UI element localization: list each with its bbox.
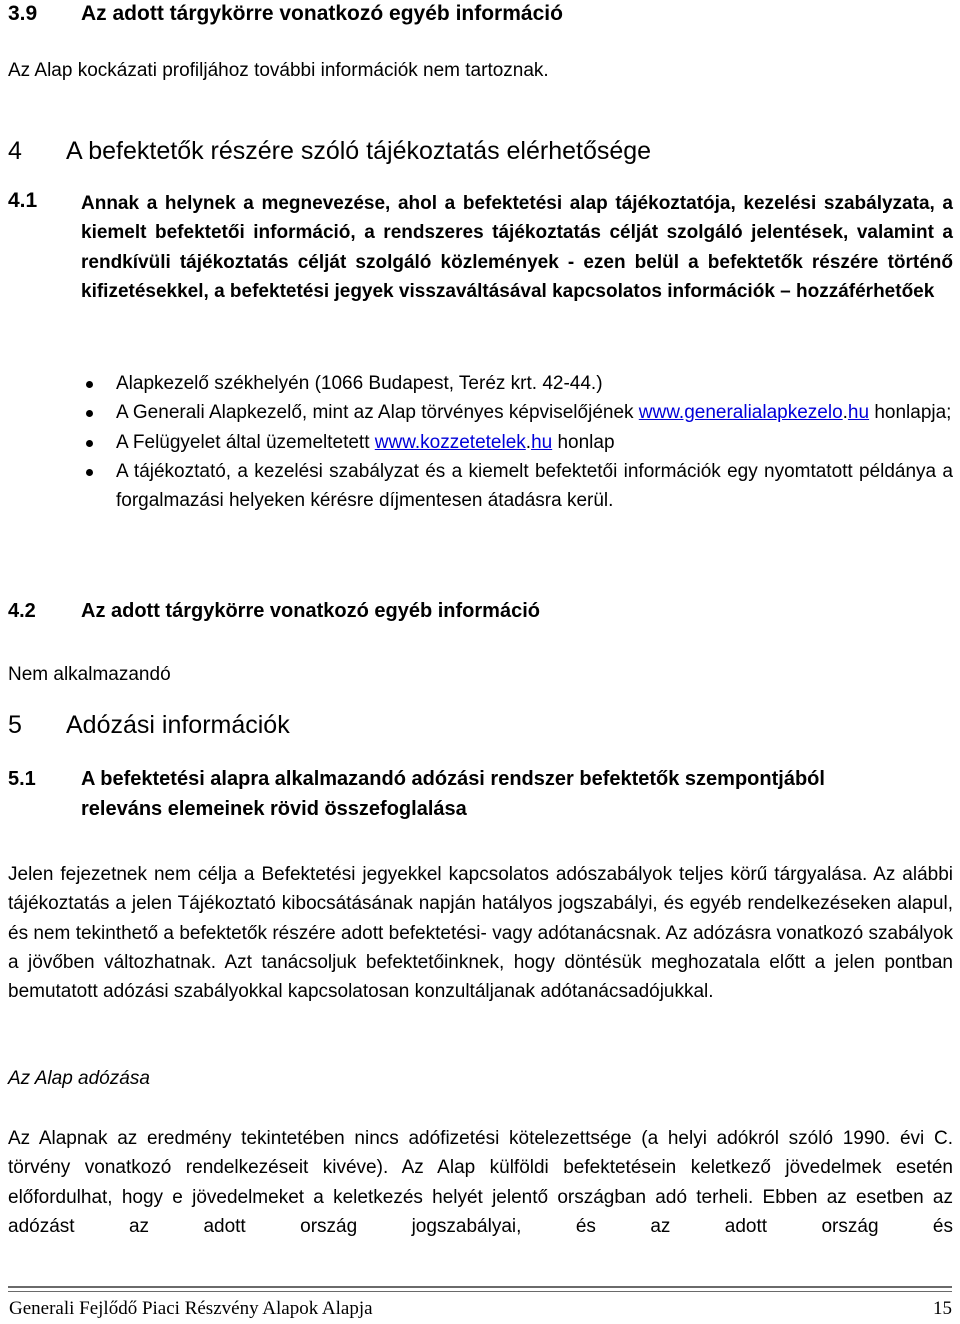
list-item-text: . [842, 402, 848, 424]
footer-title: Generali Fejlődő Piaci Részvény Alapok Alapja [9, 1298, 373, 1319]
kozzetetelek-website-link-tld[interactable]: hu [531, 431, 553, 453]
section-title: A befektetők részére szóló tájékoztatás elérhetősége [66, 137, 652, 165]
list-item-text: . [525, 431, 532, 453]
section-title-line: releváns elemeinek rövid összefoglalása [81, 798, 467, 820]
list-item-text: honlapja; [869, 402, 952, 424]
bullet-icon [86, 410, 93, 417]
list-item [8, 428, 953, 457]
list-item [8, 457, 953, 516]
bullet-icon [86, 381, 93, 388]
section-title: Adózási információk [66, 711, 290, 739]
section-title: Az adott tárgykörre vonatkozó egyéb információ [81, 600, 540, 622]
section-title: Az adott tárgykörre vonatkozó egyéb információ [81, 2, 563, 25]
section-number: 4 [8, 137, 22, 165]
list-item-text: A Felügyelet által üzemeltetett [116, 431, 375, 453]
section-number: 5 [8, 711, 22, 739]
section-number: 4.1 [8, 189, 38, 212]
footer-divider [8, 1286, 952, 1288]
section-number: 4.2 [8, 600, 36, 622]
generali-website-link-tld[interactable]: hu [847, 402, 870, 424]
bullet-list [8, 369, 953, 515]
fund-taxation-paragraph: Az Alapnak az eredmény tekintetében nincs adófizetési kötelezettsége (a helyi adókról szóló 1990. évi C. törvény vonatkozó rendelkezéseit kivéve). Az Alap külföldi befektetésein keletkező jövedelmek esetén előfordulhat, hogy e jövedelmeket a keletkezés helyét jelentő országban adó terheli. Ebben az esetben az adózást az adott ország jogszabályai, és az adott ország és [8, 1128, 953, 1237]
footer-divider [8, 1291, 952, 1292]
section-3-9-text: Az Alap kockázati profiljához további információk nem tartoznak. [8, 60, 549, 81]
section-4-2-text: Nem alkalmazandó [8, 664, 171, 685]
bullet-icon [86, 440, 93, 447]
list-item [8, 369, 953, 398]
section-title-line: A befektetési alapra alkalmazandó adózási rendszer befektetők szempontjából [81, 768, 825, 790]
page-footer [9, 1298, 952, 1320]
section-5-1-heading [8, 764, 952, 824]
fund-taxation-subheading: Az Alap adózása [8, 1068, 150, 1089]
list-item-text: honlap [552, 431, 615, 453]
section-4-1-heading [8, 189, 953, 307]
section-number: 5.1 [8, 768, 36, 790]
list-item [8, 398, 953, 427]
list-item-text: A tájékoztató, a kezelési szabályzat és a kiemelt befektetői információk egy nyomtatott példánya a forgalmazási helyeken kérésre díjmentesen átadásra kerül. [116, 460, 953, 512]
kozzetetelek-website-link[interactable]: www.kozzetetelek [374, 431, 526, 453]
page-number: 15 [933, 1298, 952, 1319]
tax-intro-paragraph: Jelen fejezetnek nem célja a Befektetési jegyekkel kapcsolatos adószabályok teljes körű tárgyalása. Az alábbi tájékoztatás a jelen Tájékoztató kibocsátásának napján hatályos jogszabályi, és egyéb rendelkezéseken alapul, és nem tekinthető a befektetők részére adott befektetési- vagy adótanácsnak. Az adózásra vonatkozó szabályok a jövőben változhatnak. Azt tanácsoljuk befektetőinknek, hogy döntésük meghozatala előtt a jelen pontban bemutatott adózási szabályokkal kapcsolatosan konzultáljanak adótanácsadójukkal. [8, 864, 953, 1003]
generali-website-link[interactable]: www.generalialapkezelo [638, 402, 843, 424]
list-item-text: Alapkezelő székhelyén (1066 Budapest, Teréz krt. 42-44.) [116, 373, 603, 394]
bullet-icon [86, 469, 93, 476]
section-number: 3.9 [8, 2, 38, 25]
list-item-text: A Generali Alapkezelő, mint az Alap törvényes képviselőjének [116, 402, 639, 424]
section-title: Annak a helynek a megnevezése, ahol a befektetési alap tájékoztatója, kezelési szabályzata, a kiemelt befektetői információ, a rendszeres tájékoztatás célját szolgáló jelentések, valamint a rendkívüli tájékoztatás célját szolgáló közlemények - ezen belül a befektetők részére történő kifizetésekkel, a befektetési jegyek visszaváltásával kapcsolatos információk – hozzáférhetőek [81, 193, 953, 303]
